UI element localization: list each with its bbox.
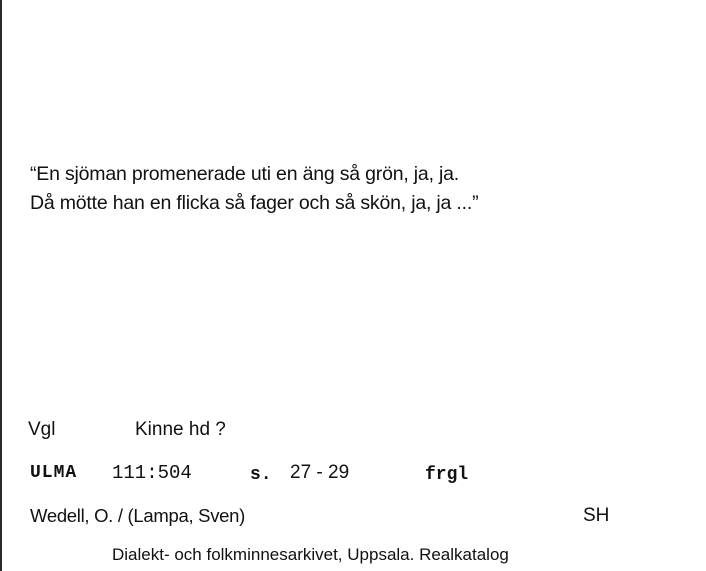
place-reference: Kinne hd ? [135, 419, 226, 440]
signature-initials: SH [583, 505, 610, 526]
recorder-name: Wedell, O. / (Lampa, Sven) [30, 505, 245, 526]
genre-code: frgl [425, 465, 469, 485]
song-quote [30, 160, 478, 218]
card-left-edge [0, 0, 2, 571]
archive-footer: Dialekt- och folkminnesarkivet, Uppsala. Realkatalog [112, 545, 509, 564]
accession-number: 111:504 [112, 462, 192, 484]
page-range: 27 - 29 [290, 462, 350, 483]
vgl-label: Vgl [28, 419, 56, 440]
archive-code: ULMA [30, 463, 78, 483]
page-label: s. [250, 465, 272, 485]
quote-line-2: Då mötte han en flicka så fager och så skön, ja, ja ...” [30, 192, 479, 214]
quote-line-1: “En sjöman promenerade uti en äng så grön, ja, ja. [30, 163, 460, 185]
